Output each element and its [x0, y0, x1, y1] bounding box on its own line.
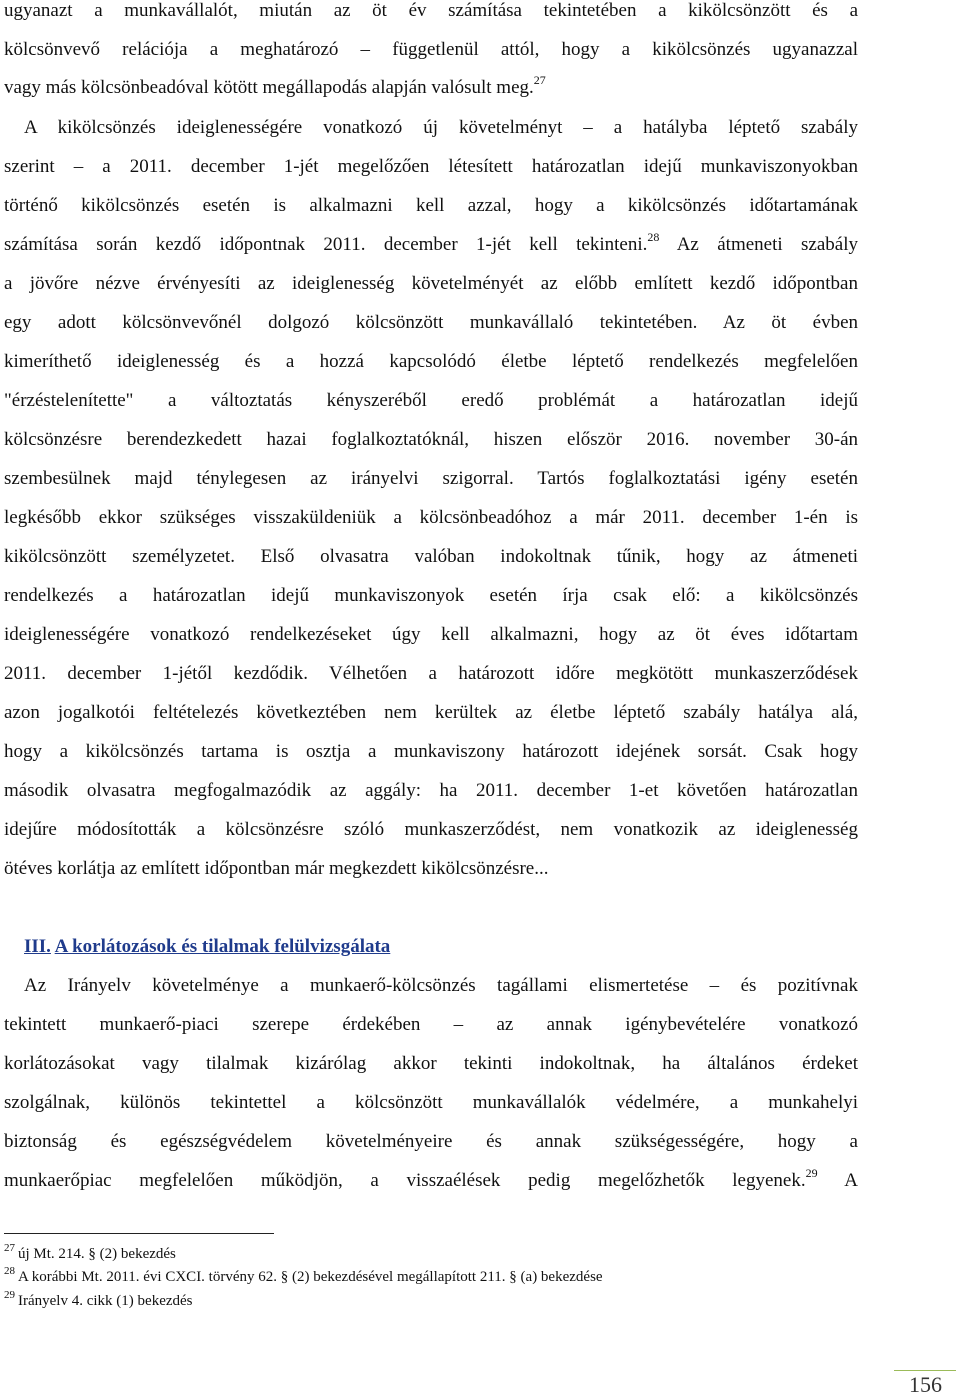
- section-line: biztonság és egészségvédelem követelményeire és annak szükségességére, hogy a: [4, 1131, 858, 1152]
- body-line: számítása során kezdő időpontnak 2011. december 1-jét kell tekinteni.$^{28}$ Az átmeneti szabály: [4, 229, 859, 255]
- body-line: a jövőre nézve érvényesíti az ideiglenesség követelményét az előbb említett kezdő időpontban: [4, 273, 858, 294]
- body-line: kikölcsönzött személyzetet. Első olvasatra valóban indokoltnak tűnik, hogy az átmeneti: [4, 546, 858, 567]
- footnote-ref[interactable]: 27: [533, 72, 546, 87]
- body-line: kimeríthető ideiglenesség és a hozzá kapcsolódó életbe léptető rendelkezés megfelelően: [4, 351, 858, 372]
- footnote-text: Irányelv 4. cikk (1) bekezdés: [18, 1293, 193, 1309]
- footnote-text: A korábbi Mt. 2011. évi CXCI. törvény 62. § (2) bekezdésével megállapított 211. § (a) bekezdése: [18, 1269, 603, 1285]
- body-line: kölcsönvevő relációja a meghatározó – függetlenül attól, hogy a kikölcsönzés ugyanazzal: [4, 39, 858, 60]
- section-number: III.: [24, 936, 51, 957]
- body-line: 2011. december 1-jétől kezdődik. Vélhetően a határozott időre megkötött munkaszerződések: [4, 663, 858, 684]
- section-heading: [24, 935, 390, 959]
- section-title: A korlátozások és tilalmak felülvizsgálata: [54, 936, 391, 957]
- body-line: második olvasatra megfogalmazódik az aggály: ha 2011. december 1-et követően határozatlan: [4, 780, 858, 801]
- body-line: ugyanazt a munkavállalót, miután az öt év számítása tekintetében a kikölcsönzött és a: [4, 0, 858, 21]
- section-line: munkaerőpiac megfelelően működjön, a visszaélések pedig megelőzhetők legyenek.$^{29}$ A: [4, 1165, 858, 1191]
- section-line: tekintett munkaerő-piaci szerepe érdekében – az annak igénybevételére vonatkozó: [4, 1014, 858, 1035]
- page-number: 156: [909, 1372, 942, 1397]
- footnote-number: 29: [4, 1289, 15, 1301]
- section-line: szolgálnak, különös tekintettel a kölcsönzött munkavállalók védelmére, a munkahelyi: [4, 1092, 858, 1113]
- footnote: [4, 1267, 904, 1287]
- footnote-text: új Mt. 214. § (2) bekezdés: [18, 1246, 176, 1262]
- body-line: egy adott kölcsönvevőnél dolgozó kölcsönzött munkavállaló tekintetében. Az öt évben: [4, 312, 858, 333]
- footnote-number: 28: [4, 1265, 15, 1277]
- footnote-separator: [4, 1233, 274, 1234]
- body-line: "érzéstelenítette" a változtatás kényszeréből eredő problémát a határozatlan idejű: [4, 390, 858, 411]
- section-line: korlátozásokat vagy tilalmak kizárólag akkor tekinti indokoltnak, ha általános érdeket: [4, 1053, 858, 1074]
- body-line: szembesülnek majd ténylegesen az irányelvi szigorral. Tartós foglalkoztatási igény esetén: [4, 468, 858, 489]
- footnote: [4, 1244, 904, 1264]
- body-line: azon jogalkotói feltételezés következtében nem kerültek az életbe léptető szabály hatálya alá,: [4, 702, 858, 723]
- body-line: hogy a kikölcsönzés tartama is osztja a munkaviszony határozott idejének sorsát. Csak hogy: [4, 741, 858, 762]
- body-line: történő kikölcsönzés esetén is alkalmazni kell azzal, hogy a kikölcsönzés időtartamának: [4, 195, 858, 216]
- body-line: legkésőbb ekkor szükséges visszaküldeniük a kölcsönbeadóhoz a már 2011. december 1-én is: [4, 507, 858, 528]
- footnote-ref[interactable]: 29: [805, 1165, 818, 1180]
- page-number-rule: [894, 1370, 956, 1371]
- body-line: szerint – a 2011. december 1-jét megelőzően létesített határozatlan idejű munkaviszonyokban: [4, 156, 858, 177]
- body-line: vagy más kölcsönbeadóval kötött megállapodás alapján valósult meg.$^{27}$: [4, 72, 546, 98]
- section-line: Az Irányelv követelménye a munkaerő-kölcsönzés tagállami elismertetése – és pozitívnak: [24, 975, 858, 996]
- footnote: [4, 1291, 904, 1311]
- body-line: idejűre módosították a kölcsönzésre szóló munkaszerződést, nem vonatkozik az ideiglenesség: [4, 819, 858, 840]
- body-line: ötéves korlátja az említett időpontban már megkezdett kikölcsönzésre...: [4, 858, 549, 879]
- body-line: A kikölcsönzés ideiglenességére vonatkozó új követelményt – a hatályba léptető szabály: [24, 117, 858, 138]
- body-line: rendelkezés a határozatlan idejű munkaviszonyok esetén írja csak elő: a kikölcsönzés: [4, 585, 858, 606]
- footnote-number: 27: [4, 1242, 15, 1254]
- footnote-ref[interactable]: 28: [647, 229, 660, 244]
- body-line: ideiglenességére vonatkozó rendelkezéseket úgy kell alkalmazni, hogy az öt éves időtartam: [4, 624, 858, 645]
- body-line: kölcsönzésre berendezkedett hazai foglalkoztatóknál, hiszen először 2016. november 30-án: [4, 429, 858, 450]
